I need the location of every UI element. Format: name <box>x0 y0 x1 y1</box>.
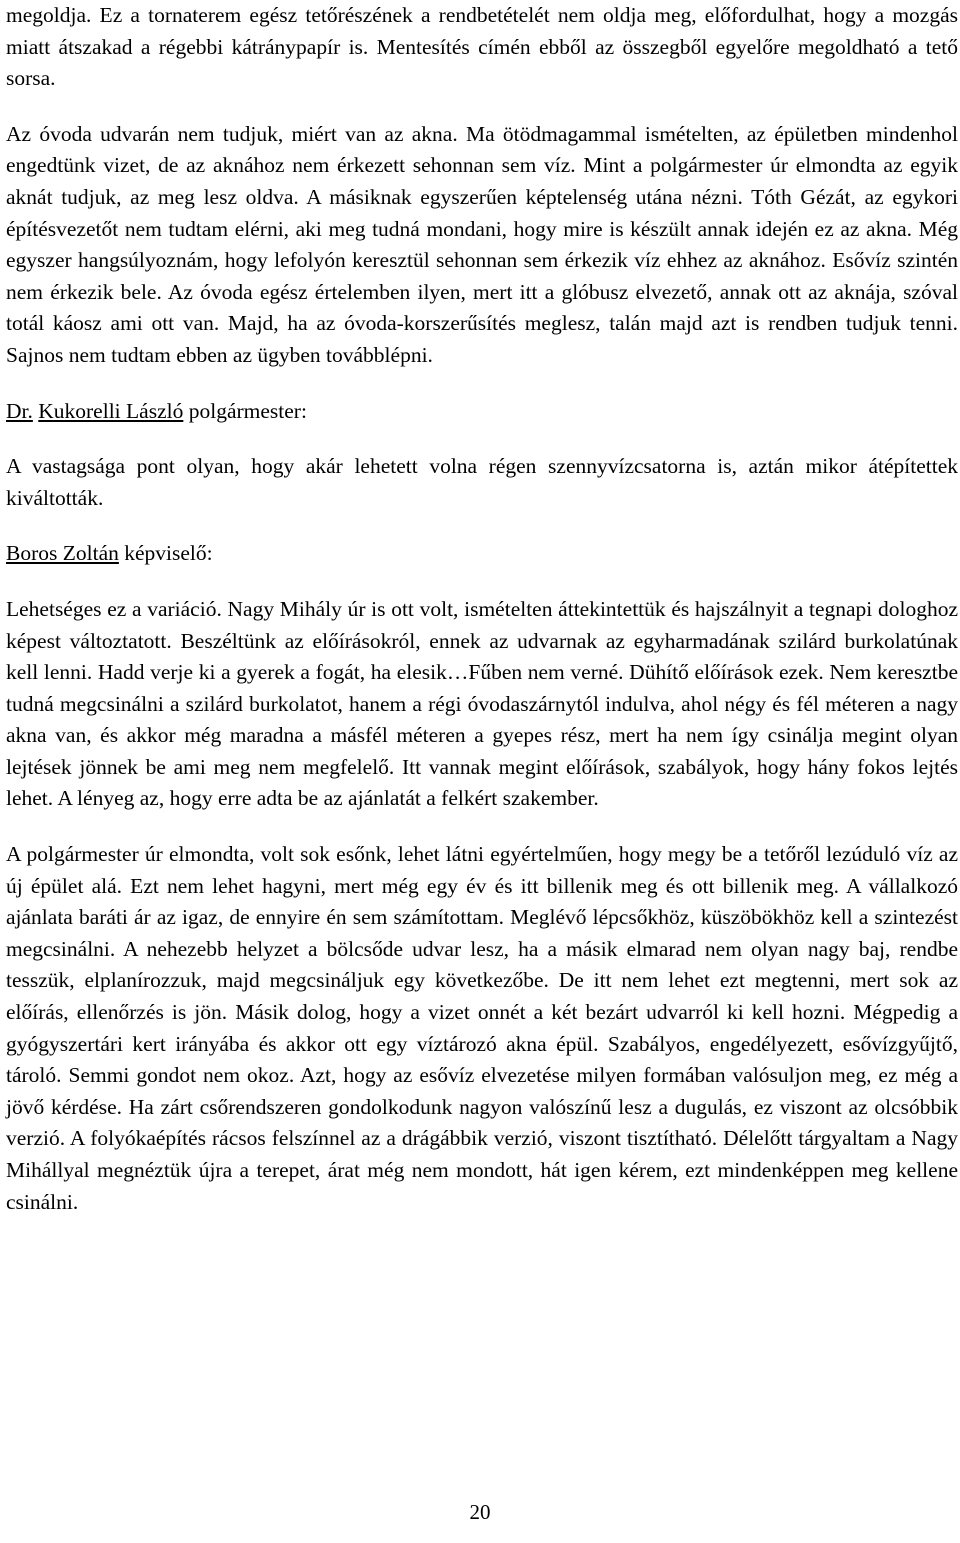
speaker-role: polgármester: <box>188 398 307 423</box>
paragraph-rainwater-drainage: A polgármester úr elmondta, volt sok esőnk, lehet látni egyértelműen, hogy megy be a tetőről lezúduló víz az új épület alá. Ezt nem lehet hagyni, mert még egy év és itt billenik meg és ott billenik meg. A vállalkozó ajánlata baráti ár az igaz, de ennyire én sem számítottam. Meglévő lépcsőkhöz, küszöbökhöz kell a szintezést megcsinálni. A nehezebb helyzet a bölcsőde udvar lesz, ha a másik elmarad nem olyan nagy baj, rendbe tesszük, elplanírozzuk, majd megcsináljuk egy következőbe. De itt nem lehet ezt megtenni, mert sok az előírás, ellenőrzés is jön. Másik dolog, hogy a vizet onnét a két bezárt udvarról ki kell hozni. Mégpedig a gyógyszertári kert irányába és akkor ott egy víztározó akna épül. Szabályos, engedélyezett, esővízgyűjtő, tároló. Semmi gondot nem okoz. Azt, hogy az esővíz elvezetése milyen formában valósuljon meg, ez még a jövő kérdése. Ha zárt csőrendszeren gondolkodunk nagyon valószínű lesz a dugulás, ez viszont az olcsóbbik verzió. A folyókaépítés rácsos felszínnel az a drágábbik verzió, viszont tisztítható. Délelőtt tárgyaltam a Nagy Mihállyal megnéztük újra a terepet, árat még nem mondott, hát igen kérem, ezt mindenképpen meg kellene csinálni. <box>6 842 958 1214</box>
speaker-representative <box>6 538 958 570</box>
document-page <box>6 0 958 1218</box>
paragraph-roof-repair: megoldja. Ez a tornaterem egész tetőrészének a rendbetételét nem oldja meg, előfordulhat, hogy a mozgás miatt átszakad a régebbi kátránypapír is. Mentesítés címén ebből az összegből egyelőre megoldható a tető sorsa. <box>6 3 958 91</box>
paragraph-representative-statement: Lehetséges ez a variáció. Nagy Mihály úr is ott volt, ismételten áttekintettük és hajszálnyit a tegnapi dologhoz képest változtatott. Beszéltünk az előírásokról, ennek az udvarnak az egyharmadának szilárd burkolatúnak kell lenni. Hadd verje ki a gyerek a fogát, ha elesik…Fűben nem verné. Dühítő előírások ezek. Nem keresztbe tudná megcsinálni a szilárd burkolatot, hanem a régi óvodaszárnytól indulva, ahol négy és fél méteren a nagy akna van, és akkor még maradna a másfél méteren a gyepes rész, mert ha nem így csinálja megint olyan lejtések jönnek be ami meg nem megfelelő. Itt vannak megint előírások, szabályok, hogy hány fokos lejtés lehet. A lényeg az, hogy erre adta be az ajánlatát a felkért szakember. <box>6 596 958 811</box>
paragraph-mayor-statement: A vastagsága pont olyan, hogy akár lehetett volna régen szennyvízcsatorna is, aztán mikor átépítettek kiváltották. <box>6 454 958 510</box>
speaker-name: Boros Zoltán <box>6 541 119 566</box>
page-number: 20 <box>469 1500 491 1524</box>
speaker-name: Kukorelli László <box>38 398 184 423</box>
speaker-prefix: Dr. <box>6 398 33 423</box>
paragraph-kindergarten-drain: Az óvoda udvarán nem tudjuk, miért van az akna. Ma ötödmagammal ismételten, az épületben mindenhol engedtünk vizet, de az aknához nem érkezett sehonnan sem víz. Mint a polgármester úr elmondta az egyik aknát tudjuk, az meg lesz oldva. A másiknak egyszerűen képtelenség utána nézni. Tóth Gézát, az egykori építésvezetőt nem tudtam elérni, aki meg tudná mondani, hogy mire is készült annak idején ez az akna. Még egyszer hangsúlyoznám, hogy lefolyón keresztül sehonnan sem érkezik víz ehhez az aknához. Esővíz szintén nem érkezik bele. Az óvoda egész értelemben ilyen, mert itt a glóbusz elvezető, annak ott az aknája, szóval totál káosz ami ott van. Majd, ha az óvoda-korszerűsítés meglesz, talán majd azt is rendben tudjuk tenni. Sajnos nem tudtam ebben az ügyben továbblépni. <box>6 121 958 367</box>
speaker-role: képviselő: <box>124 541 213 566</box>
speaker-mayor <box>6 396 958 428</box>
